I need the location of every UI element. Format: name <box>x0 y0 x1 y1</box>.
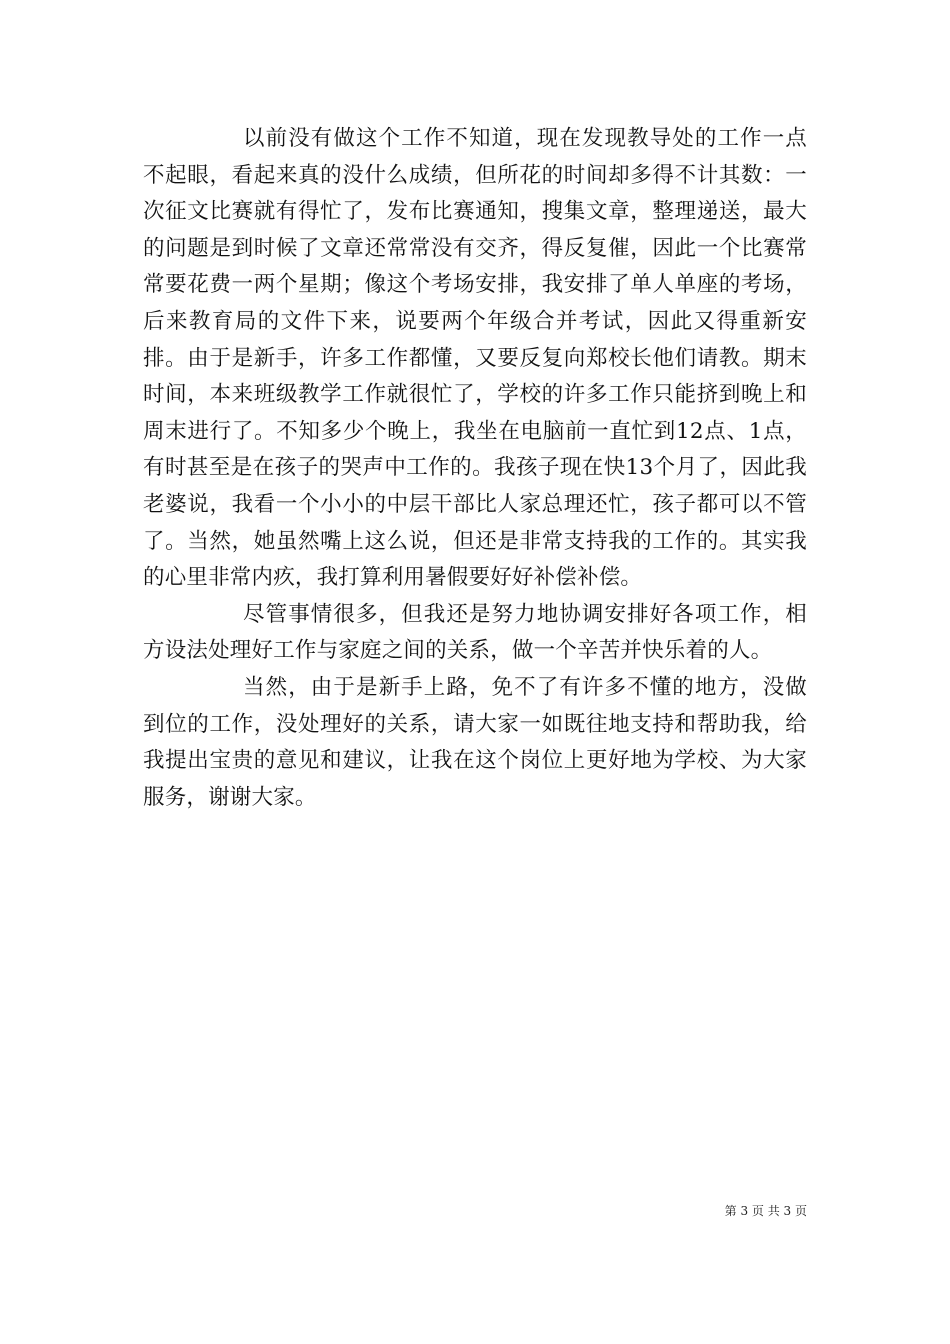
document-body <box>143 121 807 816</box>
paragraph-3: 当然，由于是新手上路，免不了有许多不懂的地方，没做到位的工作，没处理好的关系，请大家一如既往地支持和帮助我，给我提出宝贵的意见和建议，让我在这个岗位上更好地为学校、为大家服务，谢谢大家。 <box>143 674 807 810</box>
page-number-footer: 第 3 页 共 3 页 <box>724 1204 807 1218</box>
paragraph-1: 以前没有做这个工作不知道，现在发现教导处的工作一点不起眼，看起来真的没什么成绩，但所花的时间却多得不计其数：一次征文比赛就有得忙了，发布比赛通知，搜集文章，整理递送，最大的问题是到时候了文章还常常没有交齐，得反复催，因此一个比赛常常要花费一两个星期；像这个考场安排，我安排了单人单座的考场，后来教育局的文件下来，说要两个年级合并考试，因此又得重新安排。由于是新手，许多工作都懂，又要反复向郑校长他们请教。期末时间，本来班级教学工作就很忙了，学校的许多工作只能挤到晚上和周末进行了。不知多少个晚上，我坐在电脑前一直忙到12点、1点，有时甚至是在孩子的哭声中工作的。我孩子现在快13个月了，因此我老婆说，我看一个小小的中层干部比人家总理还忙，孩子都可以不管了。当然，她虽然嘴上这么说，但还是非常支持我的工作的。其实我的心里非常内疚，我打算利用暑假要好好补偿补偿。 <box>143 126 807 591</box>
paragraph-2: 尽管事情很多，但我还是努力地协调安排好各项工作，相方设法处理好工作与家庭之间的关系，做一个辛苦并快乐着的人。 <box>143 601 807 664</box>
